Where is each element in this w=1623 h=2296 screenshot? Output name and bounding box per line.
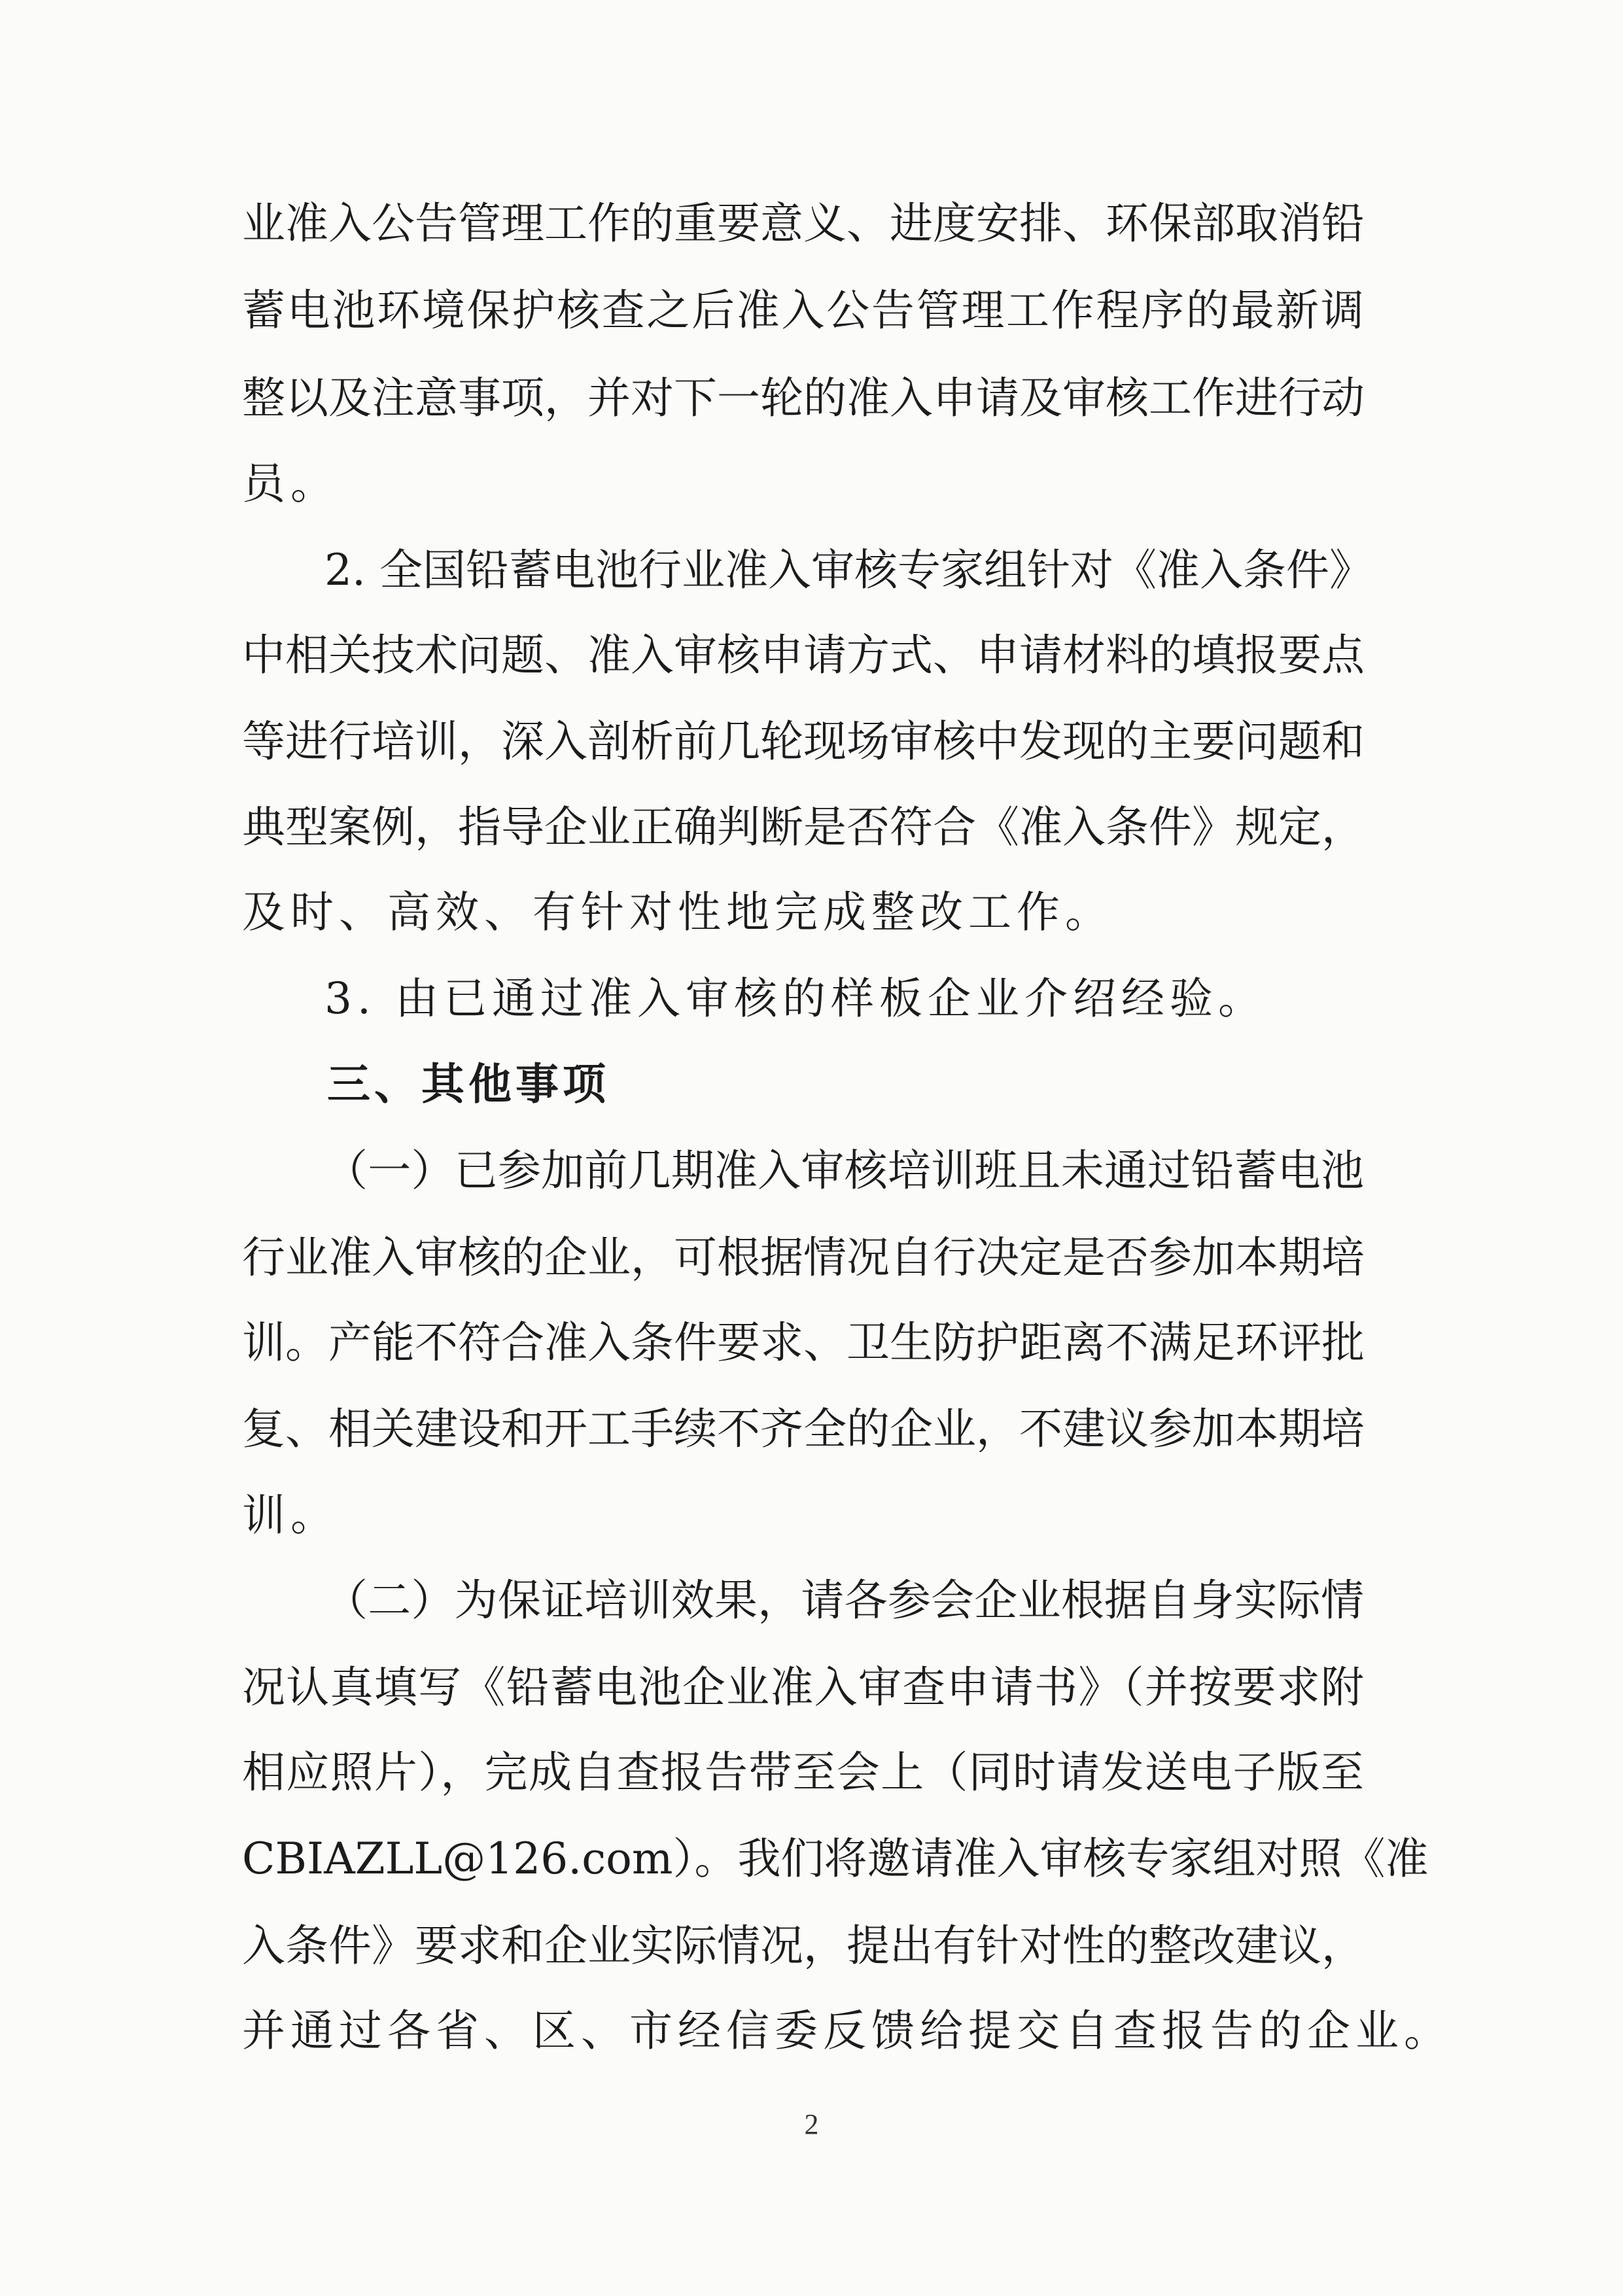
text-line-6: 中相关技术问题、准入审核申请方式、申请材料的填报要点 <box>242 630 1365 680</box>
paragraph-2-line-4: CBIAZLL@126.com）。我们将邀请准入审核专家组对照《准 <box>242 1834 1429 1884</box>
list-item-2: 2. 全国铅蓄电池行业准入审核专家组针对《准入条件》 <box>324 545 1372 595</box>
paragraph-1-line-1: （一）已参加前几期准入审核培训班且未通过铅蓄电池 <box>324 1145 1364 1196</box>
paragraph-1-line-4: 复、相关建设和开工手续不齐全的企业，不建议参加本期培 <box>242 1404 1365 1454</box>
text-line-8: 典型案例，指导企业正确判断是否符合《准入条件》规定， <box>242 802 1365 852</box>
text-line-3: 整以及注意事项，并对下一轮的准入申请及审核工作进行动 <box>242 373 1365 423</box>
paragraph-1-line-5: 训。 <box>242 1490 339 1540</box>
paragraph-1-line-3: 训。产能不符合准入条件要求、卫生防护距离不满足环评批 <box>242 1317 1365 1368</box>
text-line-4: 员。 <box>242 459 339 509</box>
paragraph-2-line-2: 况认真填写《铅蓄电池企业准入审查申请书》（并按要求附 <box>242 1662 1364 1713</box>
text-line-1: 业准入公告管理工作的重要意义、进度安排、环保部取消铅 <box>242 198 1365 249</box>
paragraph-2-line-6: 并通过各省、区、市经信委反馈给提交自查报告的企业。 <box>242 2006 1452 2056</box>
section-heading: 三、其他事项 <box>327 1058 610 1109</box>
text-line-9: 及时、高效、有针对性地完成整改工作。 <box>242 887 1113 937</box>
text-line-7: 等进行培训，深入剖析前几轮现场审核中发现的主要问题和 <box>242 716 1365 767</box>
page-number: 2 <box>804 2108 819 2140</box>
text-line-2: 蓄电池环境保护核查之后准入公告管理工作程序的最新调 <box>242 285 1364 336</box>
list-item-3: 3. 由已通过准入审核的样板企业介绍经验。 <box>324 973 1266 1024</box>
paragraph-2-line-5: 入条件》要求和企业实际情况，提出有针对性的整改建议， <box>242 1921 1365 1971</box>
paragraph-2-line-3: 相应照片），完成自查报告带至会上（同时请发送电子版至 <box>242 1747 1364 1798</box>
paragraph-2-line-1: （二）为保证培训效果，请各参会企业根据自身实际情 <box>324 1575 1364 1626</box>
paragraph-1-line-2: 行业准入审核的企业，可根据情况自行决定是否参加本期培 <box>242 1232 1365 1283</box>
